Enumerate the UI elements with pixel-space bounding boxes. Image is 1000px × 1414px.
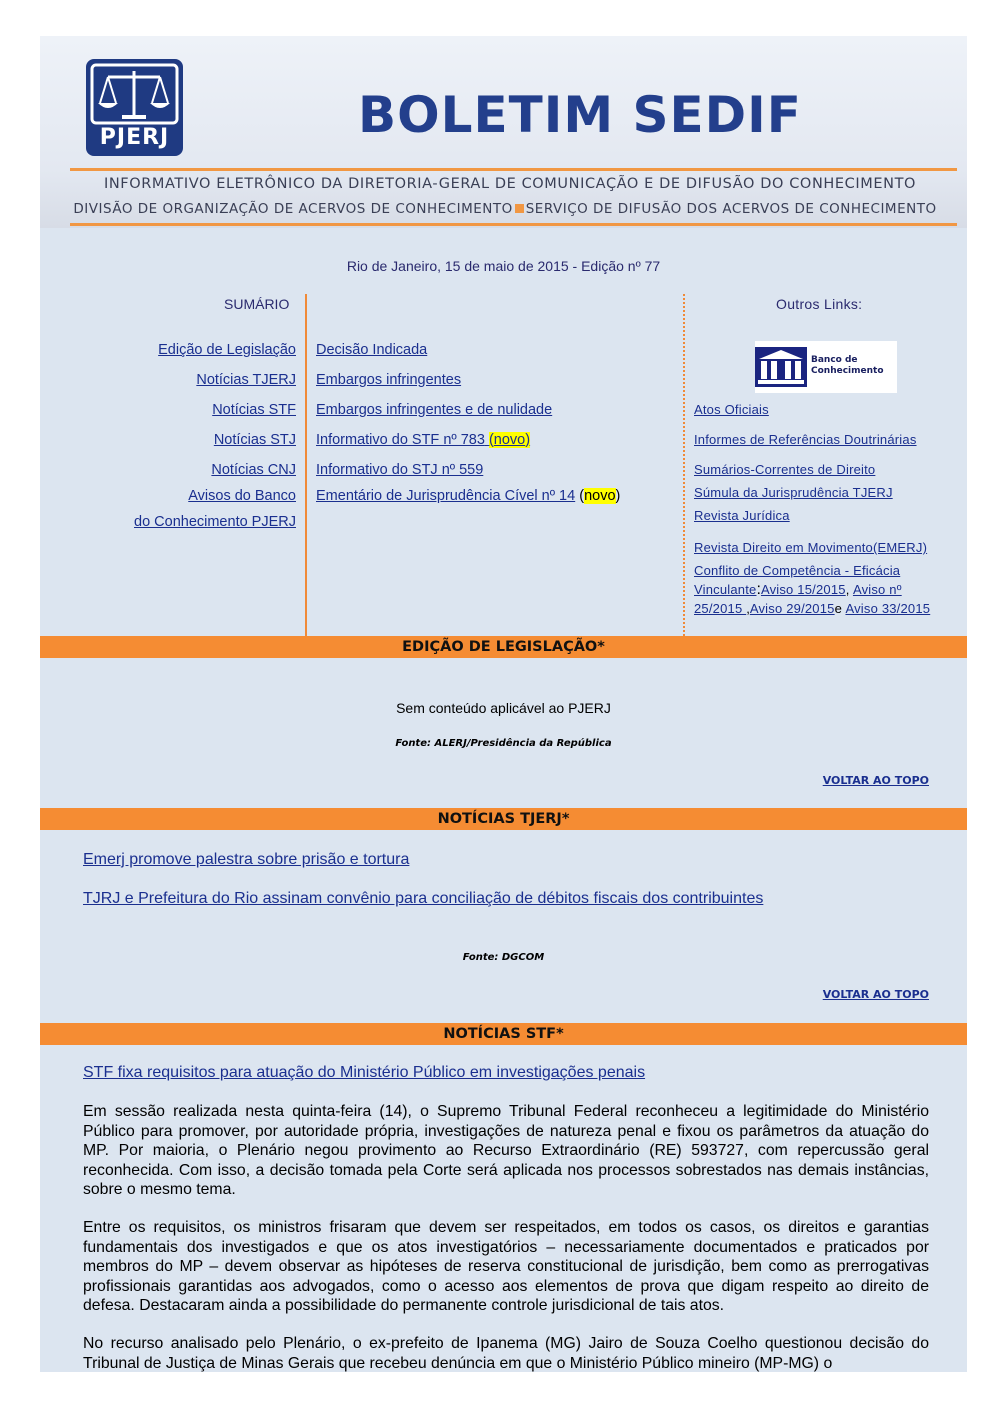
novo-badge-2: (novo) — [579, 488, 621, 504]
tjerj-news-1 — [83, 851, 409, 869]
link-noticias-tjerj[interactable]: Notícias TJERJ — [196, 372, 296, 388]
legislacao-fonte: Fonte: ALERJ/Presidência da República — [395, 738, 612, 749]
stf-paragraph-3: No recurso analisado pelo Plenário, o ex-prefeito de Ipanema (MG) Jairo de Souza Coelho questionou decisão do Tribunal de Justiça de Minas Gerais que recebeu denúncia em que o Ministério Público mineiro (MP-MG) o — [83, 1335, 929, 1372]
link-edicao-legislacao[interactable]: Edição de Legislação — [158, 342, 296, 358]
header-divider-bottom — [70, 223, 957, 226]
stf-headline-link[interactable]: STF fixa requisitos para atuação do Ministério Público em investigações penais — [83, 1064, 646, 1081]
other-links-title: Outros Links: — [776, 296, 863, 312]
header-banner — [40, 36, 967, 228]
link-decisao-indicada[interactable]: Decisão Indicada — [316, 342, 428, 358]
tjerj-news-2 — [83, 890, 763, 908]
summary-divider — [305, 294, 307, 636]
subtitle-division: DIVISÃO DE ORGANIZAÇÃO DE ACERVOS DE CONHECIMENTO — [73, 201, 513, 217]
tjerj-news-link-1[interactable]: Emerj promove palestra sobre prisão e tortura — [83, 851, 410, 868]
banco-label: Banco de Conhecimento — [811, 355, 884, 376]
section-header-tjerj: NOTÍCIAS TJERJ* — [40, 808, 967, 830]
logo-text: PJERJ — [99, 125, 170, 150]
other-links-column — [694, 400, 948, 618]
back-to-top-link-1[interactable]: VOLTAR AO TOPO — [822, 774, 929, 787]
link-aviso-33[interactable]: Aviso 33/2015 — [845, 601, 931, 616]
link-informativo-stf[interactable] — [316, 432, 530, 448]
subtitle-service: SERVIÇO DE DIFUSÃO DOS ACERVOS DE CONHECIMENTO — [525, 201, 937, 217]
link-aviso-15[interactable]: Aviso 15/2015 — [760, 582, 846, 597]
header-subtitle-2 — [50, 201, 960, 217]
legislacao-text: Sem conteúdo aplicável ao PJERJ — [396, 700, 611, 716]
bank-building-icon — [755, 347, 807, 387]
stf-paragraph-2: Entre os requisitos, os ministros frisaram que devem ser respeitados, em todos os casos, os direitos e garantias fundamentais dos investigados e que os atos investigatórios – necessariamente documentados e praticados por membros do MP – devem observar as hipóteses de reserva constitucional de jurisdição, bem como as prerrogativas profissionais garantidas aos advogados, como o acesso aos elementos de prova que digam respeito ao direito de defesa. Destacaram ainda a possibilidade do permanente controle jurisdicional de tais atos. — [83, 1219, 929, 1314]
link-noticias-stj[interactable]: Notícias STJ — [213, 432, 296, 448]
summary-left-column — [134, 342, 296, 544]
tjerj-fonte: Fonte: DGCOM — [462, 952, 545, 963]
header-subtitle-1: INFORMATIVO ELETRÔNICO DA DIRETORIA-GERAL DE COMUNICAÇÃO E DE DIFUSÃO DO CONHECIMENTO — [103, 176, 917, 192]
link-conflito-competencia[interactable]: Conflito de Competência - Eficácia Vinculante — [694, 563, 901, 597]
link-revista-direito-movimento[interactable]: Revista Direito em Movimento(EMERJ) — [694, 540, 928, 555]
banco-conhecimento-banner[interactable] — [755, 341, 897, 393]
edition-date: Rio de Janeiro, 15 de maio de 2015 - Edição nº 77 — [346, 258, 661, 274]
link-sumarios-correntes[interactable]: Sumários-Correntes de Direito — [694, 462, 876, 477]
back-to-top-1 — [823, 774, 929, 787]
novo-badge: (novo) — [488, 432, 531, 448]
orange-square-icon — [515, 204, 524, 213]
link-avisos-banco[interactable]: Avisos do Banco — [188, 488, 296, 504]
link-banco-conhecimento[interactable]: do Conhecimento PJERJ — [134, 514, 296, 530]
back-to-top-link-2[interactable]: VOLTAR AO TOPO — [822, 988, 929, 1001]
pjerj-logo — [86, 59, 183, 156]
informativo-stf-label: Informativo do STF nº 783 — [316, 432, 485, 448]
links-divider — [683, 294, 685, 636]
stf-paragraph-1: Em sessão realizada nesta quinta-feira (14), o Supremo Tribunal Federal reconheceu a legitimidade do Ministério Público para promover, por autoridade própria, investigações de natureza penal e fixou os parâmetros da atuação do MP. Por maioria, o Plenário negou provimento ao Recurso Extraordinário (RE) 593727, com repercussão geral reconhecida. Com isso, a decisão tomada pela Corte será aplicada nos processos sobrestados nas demais instâncias, sobre o mesmo tema. — [83, 1103, 929, 1198]
link-noticias-stf[interactable]: Notícias STF — [212, 402, 296, 418]
stf-headline — [83, 1064, 645, 1082]
link-ementario[interactable]: Ementário de Jurisprudência Cível nº 14 — [316, 488, 576, 504]
link-sumula-tjerj[interactable]: Súmula da Jurisprudência TJERJ — [694, 485, 893, 500]
link-aviso-29[interactable]: Aviso 29/2015 — [749, 601, 835, 616]
link-embargos-infringentes[interactable]: Embargos infringentes — [316, 372, 462, 388]
section-header-stf: NOTÍCIAS STF* — [40, 1023, 967, 1045]
summary-title: SUMÁRIO — [224, 296, 290, 312]
header-divider-top — [70, 168, 957, 171]
link-embargos-nulidade[interactable]: Embargos infringentes e de nulidade — [316, 402, 553, 418]
link-revista-juridica[interactable]: Revista Jurídica — [694, 508, 790, 523]
link-noticias-cnj[interactable]: Notícias CNJ — [211, 462, 296, 478]
link-atos-oficiais[interactable]: Atos Oficiais — [694, 402, 769, 417]
section-header-legislacao: EDIÇÃO DE LEGISLAÇÃO* — [40, 636, 967, 658]
bulletin-title: BOLETIM SEDIF — [358, 86, 802, 144]
link-informativo-stj[interactable]: Informativo do STJ nº 559 — [316, 462, 484, 478]
bulletin-page — [40, 36, 967, 1372]
tjerj-news-link-2[interactable]: TJRJ e Prefeitura do Rio assinam convênio para conciliação de débitos fiscais dos contribuintes — [83, 890, 764, 907]
summary-mid-column — [316, 342, 620, 518]
back-to-top-2 — [823, 988, 929, 1001]
link-aviso-25[interactable]: Aviso nº 25/2015 — [694, 582, 902, 616]
conflito-block: Conflito de Competência - Eficácia Vinculante:Aviso 15/2015, Aviso nº 25/2015 ,Aviso 29/2015e Aviso 33/2015 — [694, 563, 931, 616]
link-informes-referencias[interactable]: Informes de Referências Doutrinárias — [694, 432, 917, 447]
